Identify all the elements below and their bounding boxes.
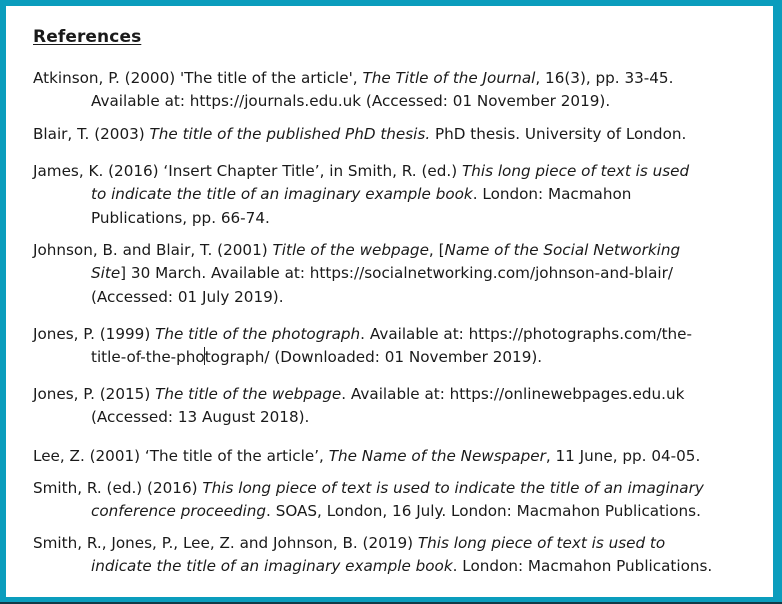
reference-line: Publications, pp. 66-74. [91, 208, 270, 227]
reference-entry-jones-2015 [33, 383, 768, 430]
reference-line: conference proceeding. SOAS, London, 16 July. London: Macmahon Publications. [91, 502, 701, 521]
reference-entry-jones-1999 [33, 323, 768, 370]
reference-line: Jones, P. (1999) The title of the photograph. Available at: https://photographs.com/the- [33, 325, 693, 343]
italic-title: Name of the Social Networking [444, 241, 681, 259]
reference-line: Smith, R., Jones, P., Lee, Z. and Johnson, B. (2019) This long piece of text is used to [33, 534, 666, 552]
italic-title: The title of the photograph [155, 325, 361, 343]
italic-title: conference proceeding [91, 502, 267, 521]
reference-line: Lee, Z. (2001) ‘The title of the article’, The Name of the Newspaper, 11 June, pp. 04-05. [33, 447, 701, 465]
document-page [6, 6, 773, 597]
reference-line: Smith, R. (ed.) (2016) This long piece of text is used to indicate the title of an imaginary [33, 479, 704, 497]
reference-entry-lee-2001 [33, 445, 768, 468]
references-heading: References [33, 27, 142, 47]
italic-title: indicate the title of an imaginary example book [91, 557, 453, 576]
reference-line: title-of-the-photograph/ (Downloaded: 01 November 2019). [91, 348, 543, 367]
reference-line: Johnson, B. and Blair, T. (2001) Title of the webpage, [Name of the Social Networking [33, 241, 681, 259]
italic-title: This long piece of text is used to indicate the title of an imaginary [202, 479, 704, 497]
reference-entry-atkinson-2000 [33, 67, 768, 114]
reference-line: Available at: https://journals.edu.uk (Accessed: 01 November 2019). [91, 92, 611, 111]
italic-title: This long piece of text is used [461, 162, 690, 180]
reference-line: Site] 30 March. Available at: https://socialnetworking.com/johnson-and-blair/ [91, 264, 673, 283]
italic-title: The Name of the Newspaper [328, 447, 546, 465]
text-cursor-icon [204, 347, 205, 365]
reference-entry-smith-jones-lee-johnson-2019 [33, 532, 768, 579]
reference-line: indicate the title of an imaginary example book. London: Macmahon Publications. [91, 557, 713, 576]
italic-title: Title of the webpage [272, 241, 429, 259]
italic-title: The title of the webpage [155, 385, 342, 403]
italic-title: The title of the published PhD thesis. [149, 125, 431, 143]
reference-entry-james-2016 [33, 160, 768, 230]
reference-line: (Accessed: 01 July 2019). [91, 287, 284, 306]
reference-line: to indicate the title of an imaginary example book. London: Macmahon [91, 185, 632, 204]
italic-title: Site [91, 264, 121, 283]
italic-title: This long piece of text is used to [417, 534, 666, 552]
italic-title: The Title of the Journal [362, 69, 536, 87]
reference-line: Atkinson, P. (2000) 'The title of the article', The Title of the Journal, 16(3), pp. 33-45. [33, 69, 674, 87]
reference-entry-johnson-blair-2001 [33, 239, 768, 309]
reference-line: (Accessed: 13 August 2018). [91, 408, 310, 427]
reference-line: James, K. (2016) ‘Insert Chapter Title’, in Smith, R. (ed.) This long piece of text is used [33, 162, 690, 180]
reference-line: Jones, P. (2015) The title of the webpage. Available at: https://onlinewebpages.edu.uk [33, 385, 685, 403]
reference-line: Blair, T. (2003) The title of the published PhD thesis. PhD thesis. University of London. [33, 125, 687, 143]
reference-entry-smith-ed-2016 [33, 477, 768, 524]
italic-title: to indicate the title of an imaginary example book [91, 185, 473, 204]
reference-entry-blair-2003 [33, 123, 768, 146]
